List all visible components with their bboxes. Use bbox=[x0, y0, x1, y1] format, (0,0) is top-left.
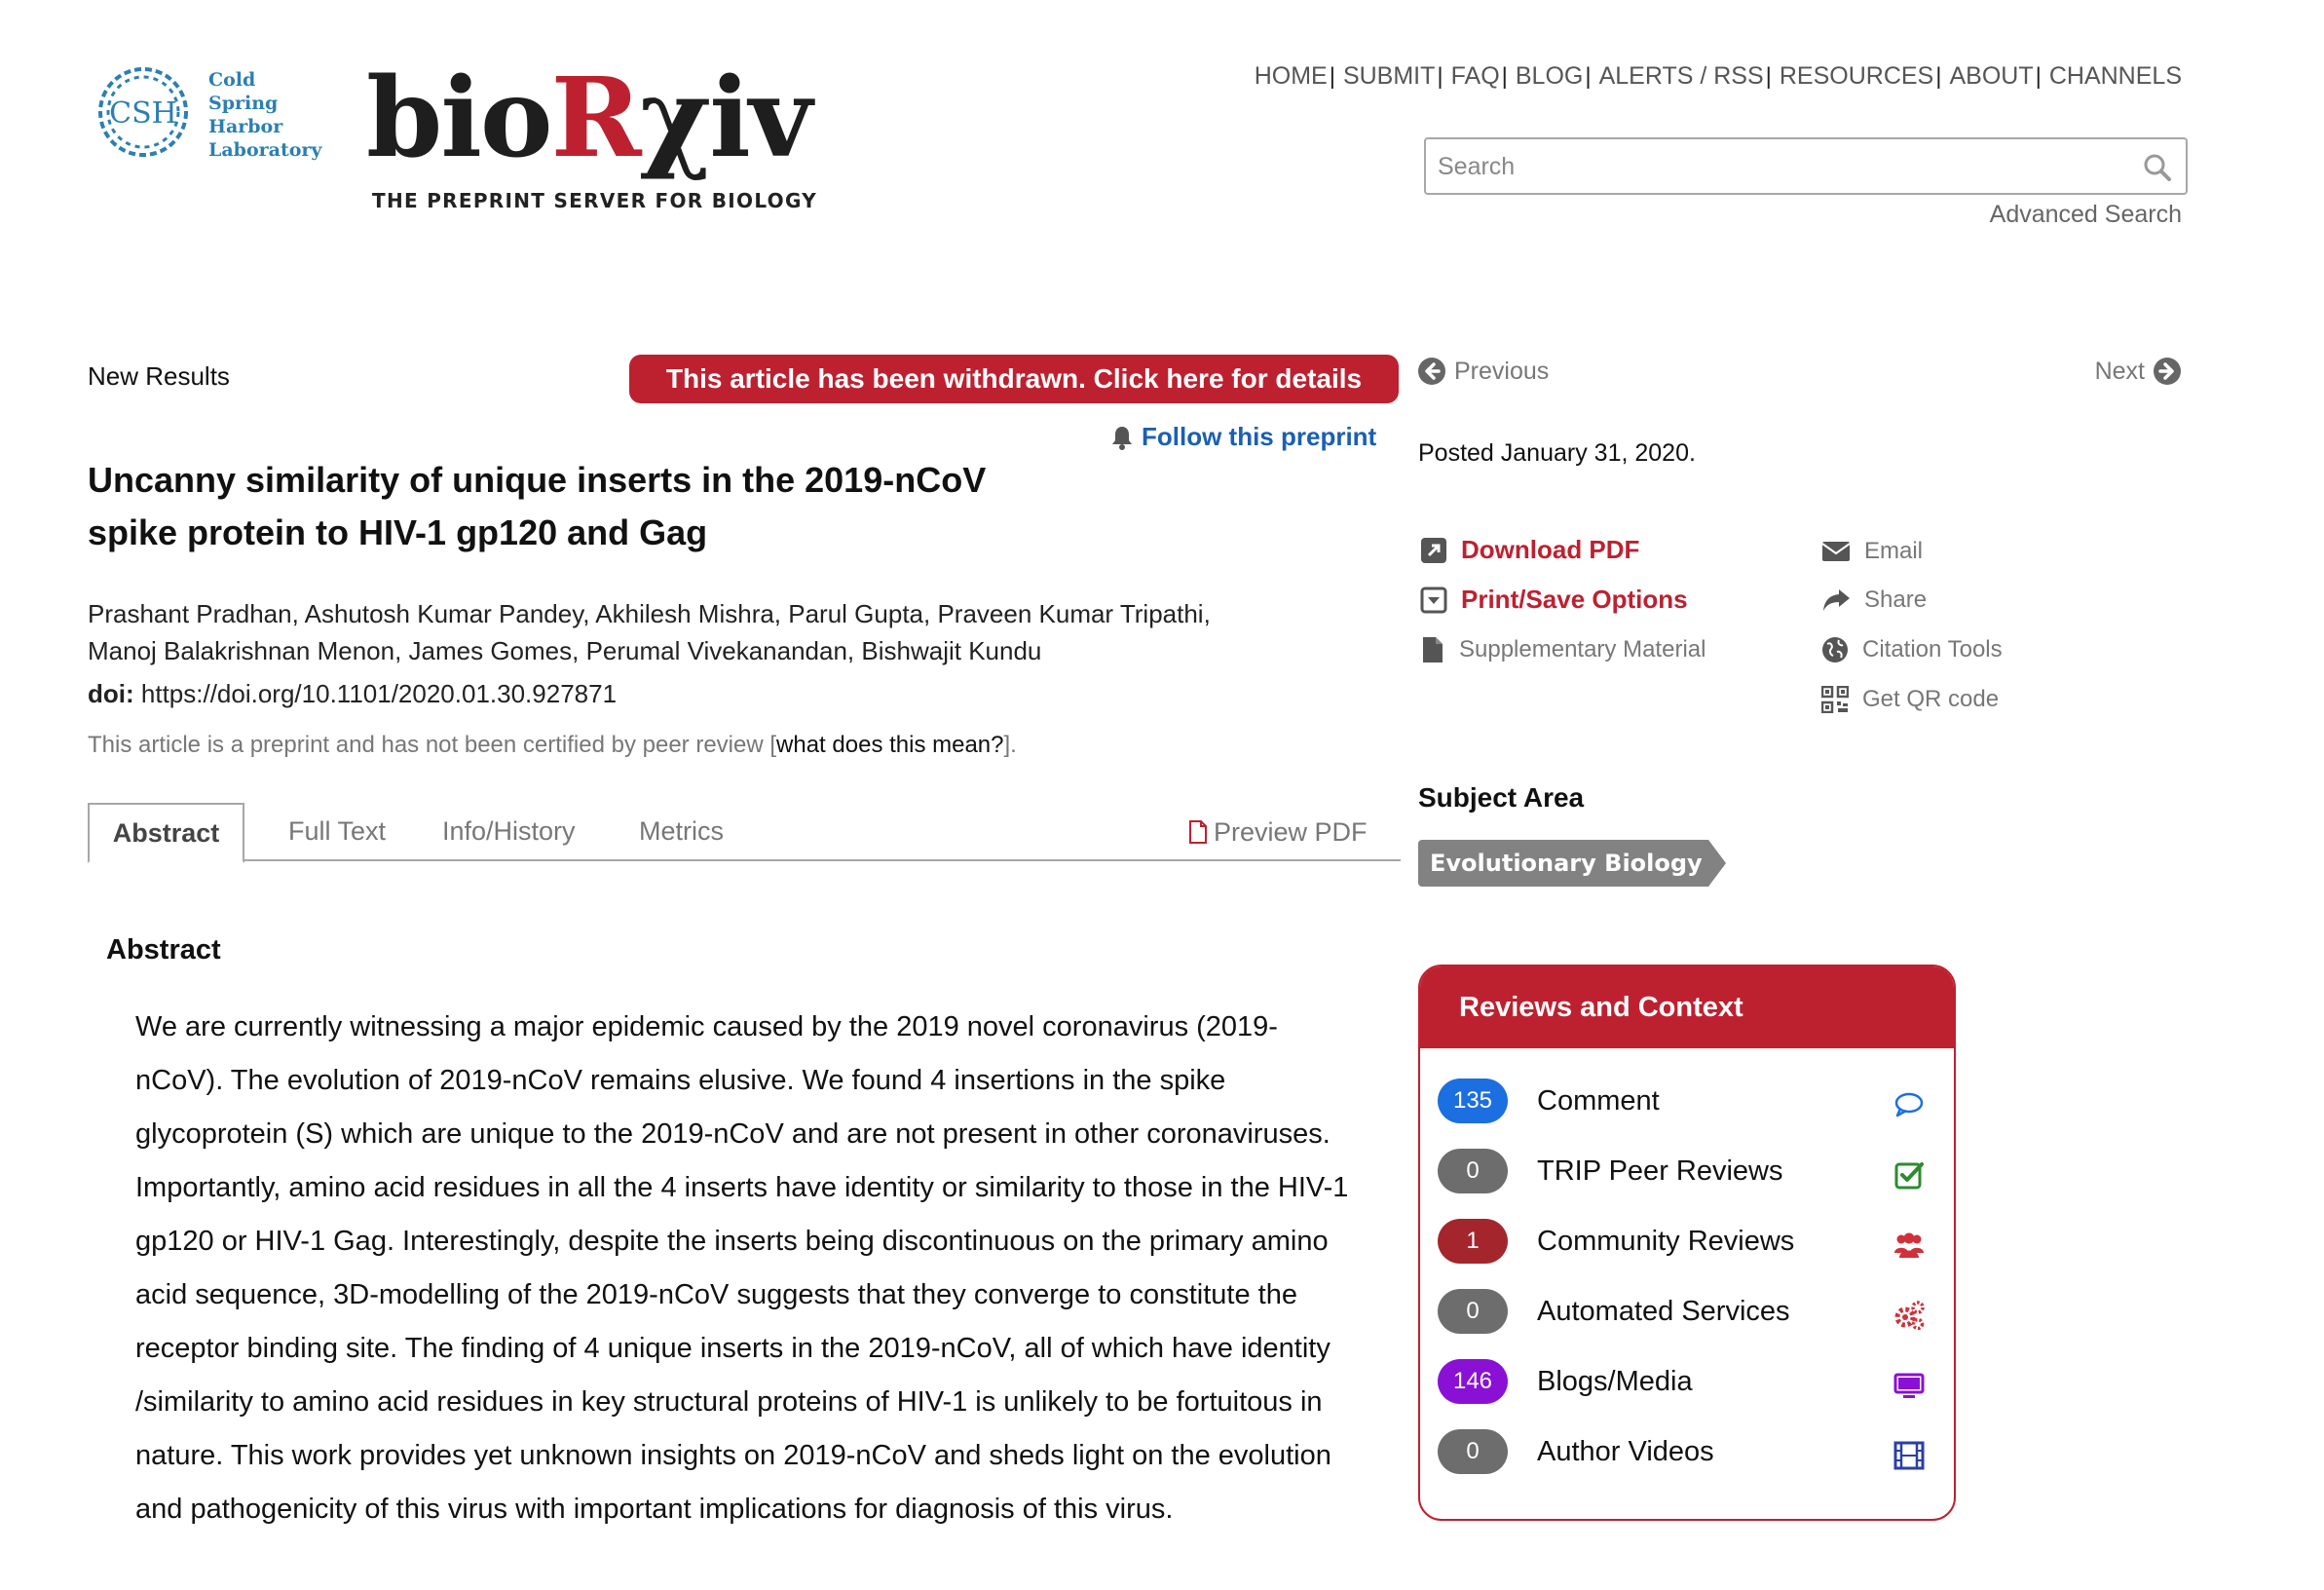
users-icon bbox=[1893, 1230, 1925, 1261]
email-link[interactable] bbox=[1821, 538, 1923, 565]
follow-preprint-label: Follow this preprint bbox=[1142, 422, 1377, 451]
previous-label: Previous bbox=[1454, 357, 1550, 385]
review-label: Community Reviews bbox=[1537, 1226, 1795, 1257]
nav-about[interactable]: ABOUT bbox=[1949, 62, 2034, 90]
search-icon[interactable] bbox=[2143, 153, 2172, 182]
csh-line: Harbor bbox=[208, 116, 283, 137]
previous-article-link[interactable] bbox=[1417, 357, 1549, 386]
review-row-trip-peer-reviews[interactable] bbox=[1420, 1138, 1954, 1208]
review-row-automated-services[interactable] bbox=[1420, 1278, 1954, 1348]
preprint-notice bbox=[88, 732, 1017, 759]
authors-line[interactable]: Prashant Pradhan, Ashutosh Kumar Pandey, Akhilesh Mishra, Parul Gupta, Praveen Kumar Tripathi, bbox=[88, 599, 1211, 628]
share-label: Share bbox=[1864, 587, 1928, 613]
csh-line: Cold bbox=[208, 69, 256, 91]
tag-arrow bbox=[1708, 840, 1726, 887]
nav-separator: | bbox=[1765, 62, 1772, 90]
tab-abstract[interactable]: Abstract bbox=[88, 803, 244, 863]
csh-line: Spring bbox=[208, 93, 279, 114]
review-count-badge: 0 bbox=[1438, 1289, 1508, 1334]
preprint-notice-suffix: ]. bbox=[1003, 732, 1017, 758]
review-row-community-reviews[interactable] bbox=[1420, 1208, 1954, 1278]
doi-line bbox=[88, 679, 617, 709]
tab-info-history[interactable]: Info/History bbox=[442, 816, 576, 846]
advanced-search-link[interactable]: Advanced Search bbox=[1989, 201, 2182, 228]
subject-area-tag[interactable] bbox=[1418, 840, 1730, 887]
review-row-comment[interactable] bbox=[1420, 1068, 1954, 1138]
nav-blog[interactable]: BLOG bbox=[1515, 62, 1584, 90]
review-count-badge: 146 bbox=[1438, 1359, 1508, 1404]
what-does-this-mean-link[interactable]: what does this mean? bbox=[776, 732, 1004, 758]
doi-label: doi: bbox=[88, 679, 134, 708]
download-pdf-link[interactable] bbox=[1420, 535, 1639, 565]
review-row-blogs-media[interactable] bbox=[1420, 1348, 1954, 1419]
review-count-badge: 0 bbox=[1438, 1429, 1508, 1474]
csh-monogram: CSH bbox=[109, 96, 177, 131]
subject-area-label: Evolutionary Biology bbox=[1418, 840, 1708, 887]
tab-full-text[interactable]: Full Text bbox=[288, 816, 387, 846]
reviews-panel-title: Reviews and Context bbox=[1420, 966, 1954, 1048]
nav-separator: | bbox=[1329, 62, 1335, 90]
review-count-badge: 0 bbox=[1438, 1149, 1508, 1193]
author-list bbox=[88, 595, 1295, 669]
nav-separator: | bbox=[1585, 62, 1592, 90]
review-label: Blogs/Media bbox=[1537, 1366, 1693, 1397]
next-article-link[interactable] bbox=[2095, 357, 2182, 386]
supplementary-material-link[interactable] bbox=[1420, 636, 1706, 663]
preprint-notice-text: This article is a preprint and has not been certified by peer review [ bbox=[88, 732, 777, 758]
get-qr-code-link[interactable] bbox=[1821, 686, 1999, 713]
review-label: Author Videos bbox=[1537, 1436, 1714, 1467]
comment-icon bbox=[1893, 1089, 1925, 1120]
nav-channels[interactable]: CHANNELS bbox=[2048, 62, 2182, 90]
tab-preview-pdf[interactable] bbox=[1188, 803, 1368, 861]
email-label: Email bbox=[1864, 538, 1924, 564]
follow-preprint-link[interactable] bbox=[1110, 422, 1376, 452]
csh-line: Laboratory bbox=[208, 139, 322, 161]
review-row-author-videos[interactable] bbox=[1420, 1419, 1954, 1489]
abstract-text: We are currently witnessing a major epidemic caused by the 2019 novel coronavirus (2019-nCoV). The evolution of 2019-nCoV remains elusive. We found 4 insertions in the spike glycoprotein (S) which are unique to the 2019-nCoV and are not present in other coronaviruses. Importantly, amino acid residues in all the 4 inserts have identity or similarity to those in the HIV-1 gp120 or HIV-1 Gag. Interestingly, despite the inserts being discontinuous on the primary amino acid sequence, 3D-modelling of the 2019-nCoV suggests that they converge to constitute the receptor binding site. The finding of 4 unique inserts in the 2019-nCoV, all of which have identity /similarity to amino acid residues in key structural proteins of HIV-1 is unlikely to be fortuitous in nature. This work provides yet unknown insights on 2019-nCoV and sheds light on the evolution and pathogenicity of this virus with important implications for diagnosis of this virus. bbox=[135, 1011, 1349, 1525]
review-count-badge: 135 bbox=[1438, 1079, 1508, 1123]
nav-separator: | bbox=[1437, 62, 1443, 90]
csh-wordmark bbox=[208, 68, 321, 162]
review-label: Comment bbox=[1537, 1085, 1660, 1117]
citation-tools-link[interactable] bbox=[1821, 636, 2003, 663]
tab-metrics[interactable]: Metrics bbox=[639, 816, 724, 846]
nav-separator: | bbox=[1501, 62, 1508, 90]
authors-line[interactable]: Manoj Balakrishnan Menon, James Gomes, Perumal Vivekanandan, Bishwajit Kundu bbox=[88, 636, 1042, 665]
citation-tools-label: Citation Tools bbox=[1862, 636, 2003, 662]
envelope-icon bbox=[1821, 540, 1851, 563]
doi-link[interactable]: https://doi.org/10.1101/2020.01.30.927871 bbox=[140, 679, 618, 708]
biorxiv-logo[interactable] bbox=[366, 55, 818, 222]
subject-area-heading: Subject Area bbox=[1418, 782, 1585, 813]
article-tab-bar bbox=[88, 803, 1401, 861]
review-label: TRIP Peer Reviews bbox=[1537, 1155, 1783, 1187]
film-icon bbox=[1893, 1440, 1925, 1471]
qr-code-icon bbox=[1821, 686, 1849, 713]
caret-square-down-icon bbox=[1420, 587, 1447, 614]
nav-home[interactable]: HOME bbox=[1254, 62, 1328, 90]
monitor-icon bbox=[1893, 1370, 1925, 1401]
nav-faq[interactable]: FAQ bbox=[1450, 62, 1500, 90]
print-save-label: Print/Save Options bbox=[1461, 585, 1688, 614]
nav-alerts-rss[interactable]: ALERTS / RSS bbox=[1598, 62, 1764, 90]
withdrawn-banner-button[interactable]: This article has been withdrawn. Click here for details bbox=[629, 355, 1399, 403]
share-link[interactable] bbox=[1821, 587, 1927, 614]
arrow-left-circle-icon bbox=[1417, 357, 1446, 386]
supplementary-material-label: Supplementary Material bbox=[1459, 636, 1706, 662]
search-box bbox=[1424, 137, 2188, 195]
next-label: Next bbox=[2094, 357, 2145, 385]
file-icon bbox=[1420, 636, 1445, 663]
biorxiv-wordmark: bioRχiv bbox=[366, 55, 810, 182]
abstract-heading: Abstract bbox=[106, 934, 221, 965]
globe-icon bbox=[1821, 636, 1849, 663]
csh-logo[interactable] bbox=[90, 58, 322, 175]
article-category: New Results bbox=[88, 361, 230, 391]
gears-icon bbox=[1893, 1300, 1925, 1331]
search-input[interactable] bbox=[1438, 147, 2119, 186]
arrow-right-circle-icon bbox=[2153, 357, 2182, 386]
review-count-badge: 1 bbox=[1438, 1219, 1508, 1264]
share-arrow-icon bbox=[1821, 587, 1851, 613]
posted-date: Posted January 31, 2020. bbox=[1418, 439, 1696, 467]
top-nav bbox=[1255, 62, 2182, 91]
print-save-options-link[interactable] bbox=[1420, 585, 1688, 615]
pdf-file-icon bbox=[1188, 820, 1208, 844]
external-link-icon bbox=[1420, 537, 1447, 564]
reviews-and-context-panel bbox=[1418, 965, 1956, 1521]
download-pdf-label: Download PDF bbox=[1461, 535, 1640, 564]
get-qr-code-label: Get QR code bbox=[1862, 686, 2000, 712]
check-square-icon bbox=[1893, 1159, 1925, 1191]
preview-pdf-label: Preview PDF bbox=[1214, 817, 1368, 847]
bell-icon bbox=[1110, 425, 1134, 450]
biorxiv-tagline: THE PREPRINT SERVER FOR BIOLOGY bbox=[372, 189, 818, 212]
article-title: Uncanny similarity of unique inserts in the 2019-nCoV spike protein to HIV-1 gp120 and Gag bbox=[88, 460, 987, 552]
nav-submit[interactable]: SUBMIT bbox=[1342, 62, 1436, 90]
review-label: Automated Services bbox=[1537, 1296, 1790, 1327]
nav-resources[interactable]: RESOURCES bbox=[1779, 62, 1934, 90]
csh-dna-ring-icon bbox=[90, 58, 197, 166]
nav-separator: | bbox=[2035, 62, 2042, 90]
nav-separator: | bbox=[1935, 62, 1942, 90]
